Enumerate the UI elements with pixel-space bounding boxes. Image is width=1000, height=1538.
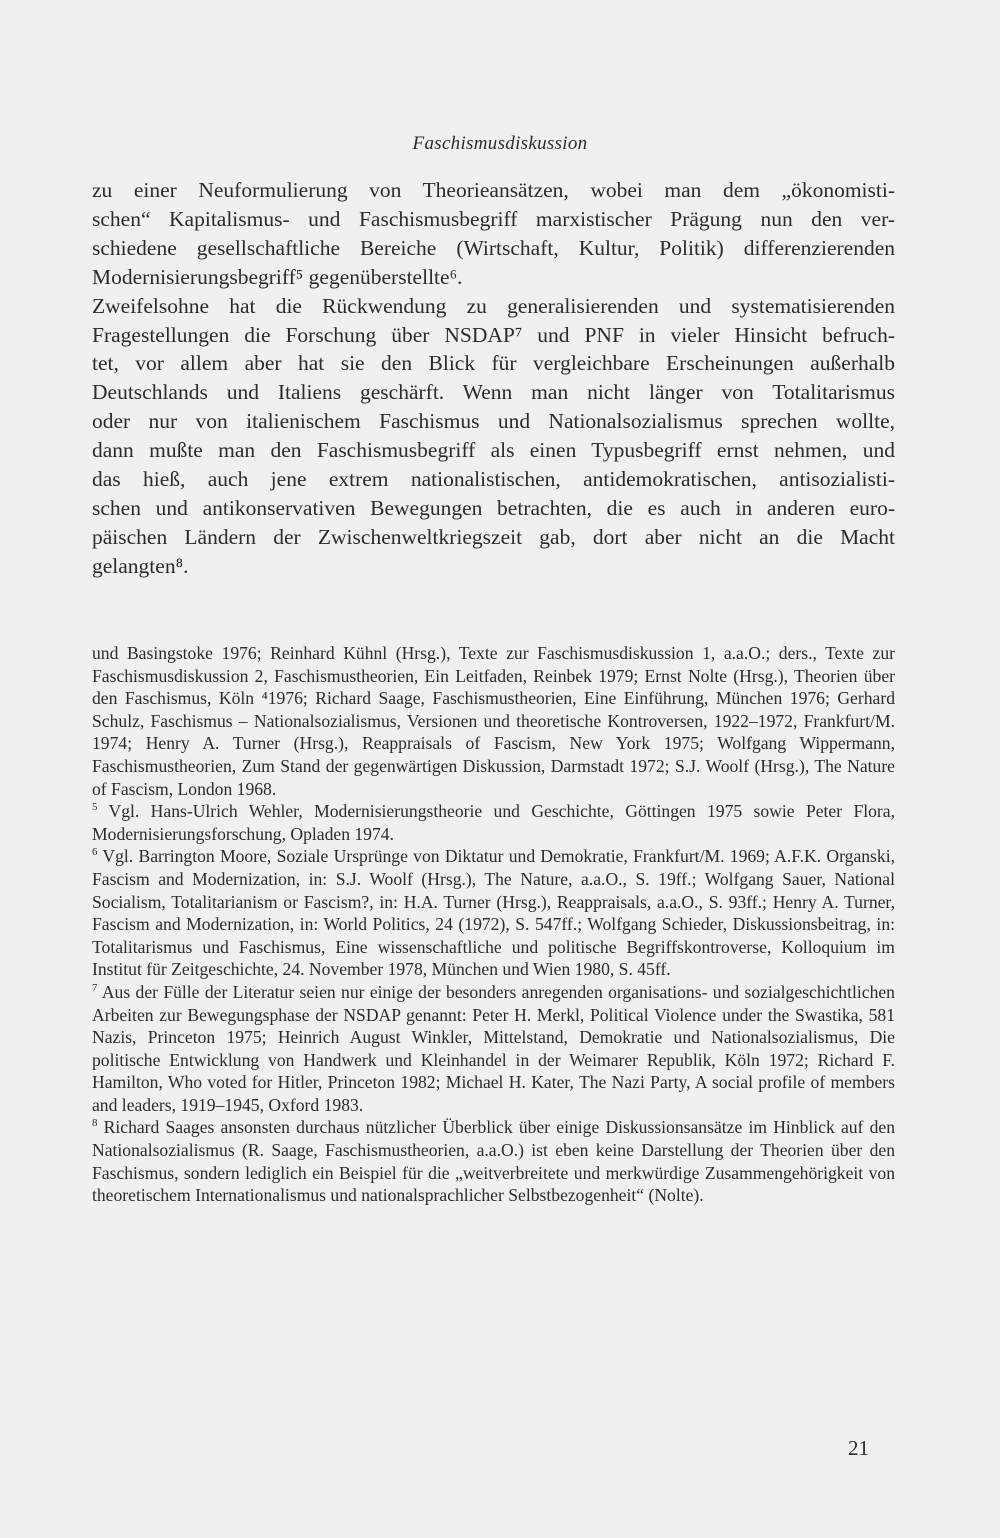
text-line: zu einer Neuformulierung von Theorieansätzen, wobei man dem „ökonomisti- <box>92 178 895 202</box>
text-line: gelangten⁸. <box>92 553 189 578</box>
text-line: tet, vor allem aber hat sie den Blick für vergleichbare Erscheinungen außerhalb <box>92 351 895 376</box>
paragraph <box>92 292 895 581</box>
main-text <box>92 176 895 581</box>
footnote-marker: 5 <box>92 800 98 813</box>
text-line: päischen Ländern der Zwischenweltkriegszeit gab, dort aber nicht an die Macht <box>92 524 895 549</box>
footnote <box>92 981 895 1117</box>
text-line: schiedene gesellschaftliche Bereiche (Wirtschaft, Kultur, Politik) differenzierenden <box>92 235 895 260</box>
paragraph <box>92 176 895 292</box>
text-line: Modernisierungsbegriff⁵ gegenüberstellte⁶. <box>92 264 463 289</box>
footnote <box>92 800 895 845</box>
page-number: 21 <box>848 1436 869 1460</box>
text-line: Zweifelsohne hat die Rückwendung zu generalisierenden und systematisierenden <box>92 293 895 318</box>
footnote-text: Vgl. Barrington Moore, Soziale Ursprünge von Diktatur und Demokratie, Frankfurt/M. 1969; A.F.K. Organski, Fascism and Modernization, in: S.J. Woolf (Hrsg.), The Nature, a.a.O., S. 19ff.; Wolfgang Sauer, National Socialism, Totalitarianism or Fascism?, in: H.A. Turner (Hrsg.), Reappraisals, a.a.O., S. 93ff.; Henry A. Turner, Fascism and Modernization, in: World Politics, 24 (1972), S. 547ff.; Wolfgang Schieder, Diskussionsbeitrag, in: Totalitarismus und Faschismus, Eine wissenschaftliche und politische Begriffskontroverse, Kolloquium im Institut für Zeitgeschichte, 24. November 1978, München und Wien 1980, S. 45ff. <box>92 846 895 980</box>
running-head: Faschismusdiskussion <box>412 133 588 154</box>
text-line: Fragestellungen die Forschung über NSDAP⁷ und PNF in vieler Hinsicht befruch- <box>92 322 895 347</box>
footnote-text: und Basingstoke 1976; Reinhard Kühnl (Hrsg.), Texte zur Faschismusdiskussion 1, a.a.O.; ders., Texte zur Faschismusdiskussion 2, Faschismustheorien, Ein Leitfaden, Reinbek 1979; Ernst Nolte (Hrsg.), Theorien über den Faschismus, Köln ⁴1976; Richard Saage, Faschismustheorien, Eine Einführung, München 1976; Gerhard Schulz, Faschismus – Nationalsozialismus, Versionen und theoretische Kontroversen, 1922–1972, Frankfurt/M. 1974; Henry A. Turner (Hrsg.), Reappraisals of Fascism, New York 1975; Wolfgang Wippermann, Faschismustheorien, Zum Stand der gegenwärtigen Diskussion, Darmstadt 1972; S.J. Woolf (Hrsg.), The Nature of Fascism, London 1968. <box>92 643 895 799</box>
text-line: dann mußte man den Faschismusbegriff als einen Typusbegriff ernst nehmen, und <box>92 438 895 463</box>
footnote-text: Aus der Fülle der Literatur seien nur einige der besonders anregenden organisations- und sozialgeschichtlichen Arbeiten zur Bewegungsphase der NSDAP genannt: Peter H. Merkl, Political Violence under the Swastika, 581 Nazis, Princeton 1975; Heinrich August Winkler, Mittelstand, Demokratie und Nationalsozialismus, Die politische Entwicklung von Handwerk und Kleinhandel in der Weimarer Republik, Köln 1972; Richard F. Hamilton, Who voted for Hitler, Princeton 1982; Michael H. Kater, The Nazi Party, A social profile of members and leaders, 1919–1945, Oxford 1983. <box>92 981 895 1115</box>
text-line: Deutschlands und Italiens geschärft. Wenn man nicht länger von Totalitarismus <box>92 380 895 405</box>
footnote <box>92 845 895 981</box>
footnote-marker: 6 <box>92 845 98 858</box>
footnote-marker: 7 <box>92 981 98 994</box>
text-line: schen und antikonservativen Bewegungen betrachten, die es auch in anderen euro- <box>92 495 895 520</box>
footnote-text: Richard Saages ansonsten durchaus nützlicher Überblick über einige Diskussionsansätze im Hinblick auf den Nationalsozialismus (R. Saage, Faschismustheorien, a.a.O.) ist eben keine Darstellung der Theorien über den Faschismus, sondern lediglich ein Beispiel für die „weitverbreitete und merkwürdige Zusammengehörigkeit von theoretischem Internationalismus und nationalsprachlicher Selbstbezogenheit“ (Nolte). <box>92 1117 895 1206</box>
footnote <box>92 1116 895 1206</box>
footnote <box>92 642 895 800</box>
footnotes <box>92 642 895 1207</box>
text-line: schen“ Kapitalismus- und Faschismusbegriff marxistischer Prägung nun den ver- <box>92 206 895 231</box>
text-line: das hieß, auch jene extrem nationalistischen, antidemokratischen, antisozialisti- <box>92 467 895 492</box>
text-line: oder nur von italienischem Faschismus und Nationalsozialismus sprechen wollte, <box>92 409 895 434</box>
footnote-text: Vgl. Hans-Ulrich Wehler, Modernisierungstheorie und Geschichte, Göttingen 1975 sowie Peter Flora, Modernisierungsforschung, Opladen 1974. <box>92 801 895 844</box>
footnote-marker: 8 <box>92 1117 98 1130</box>
